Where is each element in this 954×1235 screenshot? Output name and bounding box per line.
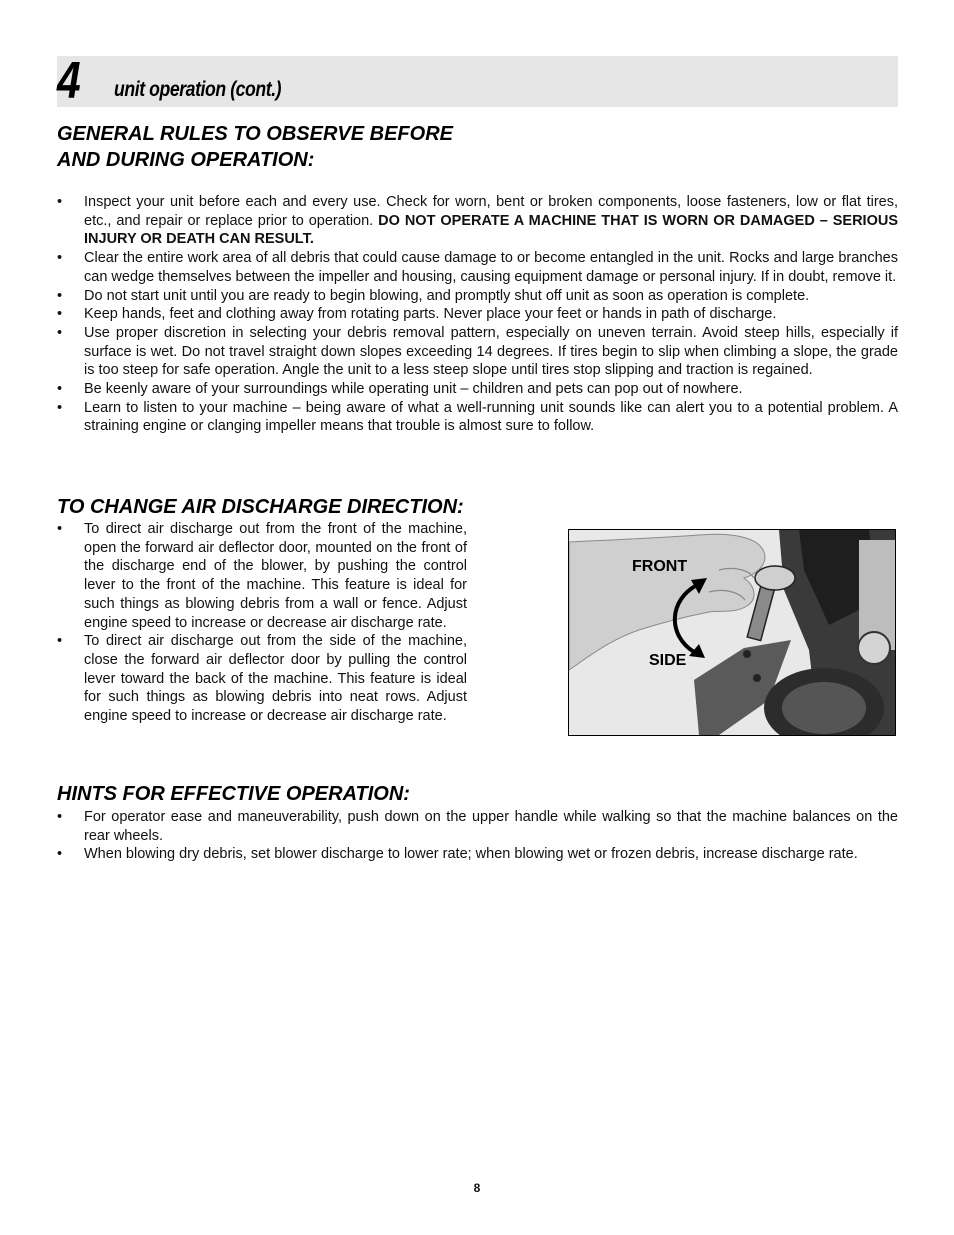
general-rules-heading (57, 121, 453, 173)
chapter-number: 4 (57, 52, 80, 110)
general-rule-item (57, 249, 898, 286)
general-rule-item (57, 305, 898, 324)
side-label: SIDE (649, 652, 687, 669)
hint-item: • When blowing dry debris, set blower discharge to lower rate; when blowing wet or frozen debris, increase discharge rate. (57, 845, 898, 864)
general-rule-item (57, 399, 898, 436)
general-rules-heading-line2: AND DURING OPERATION: (57, 149, 315, 171)
chapter-title: unit operation (cont.) (114, 78, 282, 101)
discharge-direction-list (57, 520, 467, 726)
general-rule-text: Use proper discretion in selecting your debris removal pattern, especially on uneven terrain. Avoid steep hills, especially if surface is wet. Do not travel straight down slopes exceeding 14 degrees. If tires begin to slip when climbing a slope, the grade is too steep for safe operation. Angle the unit to a less steep slope until tires stop slipping and traction is regained. (84, 324, 898, 379)
page-number: 8 (473, 1181, 481, 1195)
general-rule-item (57, 380, 898, 399)
discharge-item: • To direct air discharge out from the side of the machine, close the forward air deflector door by pulling the control lever toward the back of the machine. This feature is ideal for such things as blowing debris into neat rows. Adjust engine speed to increase or decrease air discharge rate. (57, 632, 467, 726)
front-label: FRONT (632, 558, 688, 575)
general-rule-warning: DO NOT OPERATE A MACHINE THAT IS WORN OR DAMAGED – SERIOUS INJURY OR DEATH CAN RESULT. (84, 212, 898, 248)
general-rule-text: Inspect your unit before each and every use. Check for worn, bent or broken components, loose fasteners, low or flat tires, etc., and repair or replace prior to operation. (84, 194, 898, 229)
general-rule-text: Be keenly aware of your surroundings while operating unit – children and pets can pop out of nowhere. (84, 381, 743, 398)
discharge-direction-heading: TO CHANGE AIR DISCHARGE DIRECTION: (57, 496, 464, 518)
chapter-header (57, 52, 898, 110)
general-rule-text: Learn to listen to your machine – being aware of what a well-running unit sounds like can alert you to a potential problem. A straining engine or clanging impeller means that trouble is almost sure to follow. (84, 399, 898, 435)
deflector-photo (568, 529, 896, 736)
hint-item: • For operator ease and maneuverability, push down on the upper handle while walking so that the machine balances on the rear wheels. (57, 808, 898, 845)
general-rule-text: Do not start unit until you are ready to begin blowing, and promptly shut off unit as soon as operation is complete. (84, 287, 810, 304)
general-rule-text: Clear the entire work area of all debris that could cause damage to or become entangled in the unit. Rocks and large branches can wedge themselves between the impeller and housing, causing equipment damage or personal injury. If in doubt, remove it. (84, 250, 898, 285)
hints-heading: HINTS FOR EFFECTIVE OPERATION: (57, 783, 410, 805)
deflector-photo-illustration (569, 530, 895, 735)
general-rules-list (57, 193, 898, 436)
general-rule-item (57, 193, 898, 249)
general-rule-text: Keep hands, feet and clothing away from rotating parts. Never place your feet or hands in path of discharge. (84, 306, 777, 323)
discharge-item: • To direct air discharge out from the front of the machine, open the forward air deflector door, mounted on the front of the discharge end of the blower, by pushing the control lever to the front of the machine. This feature is ideal for such things as blowing debris from a wall or fence. Adjust engine speed to increase or decrease air discharge rate. (57, 520, 467, 632)
hints-list (57, 808, 898, 864)
general-rule-item (57, 287, 898, 306)
general-rules-heading-line1: GENERAL RULES TO OBSERVE BEFORE (57, 123, 453, 145)
general-rule-item (57, 324, 898, 380)
